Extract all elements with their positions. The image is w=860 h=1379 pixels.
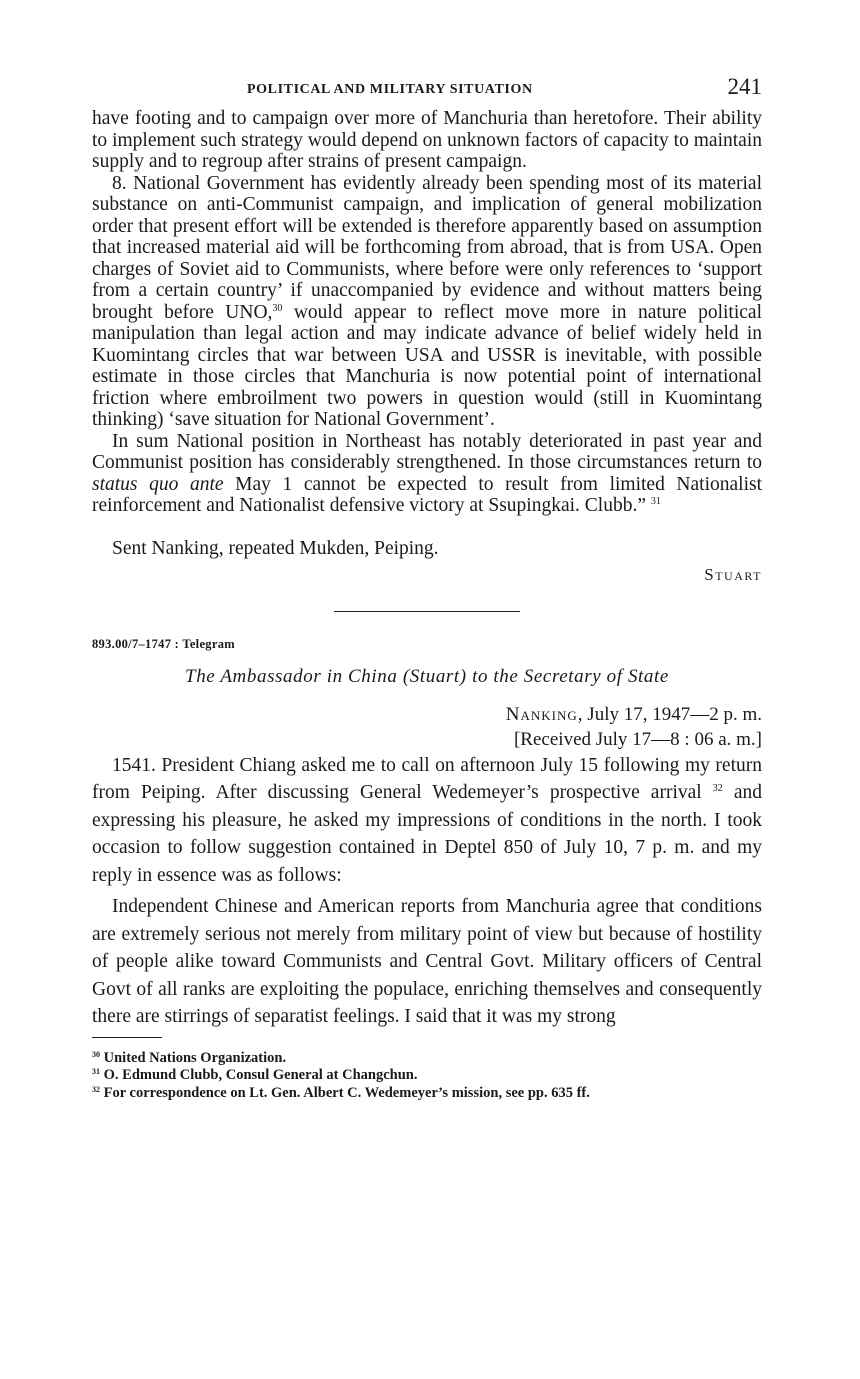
footnotes — [92, 1050, 762, 1103]
running-title: POLITICAL AND MILITARY SITUATION — [247, 82, 533, 97]
date-received: [Received July 17—8 : 06 a. m.] — [513, 728, 762, 750]
footnote: $^{31}$ O. Edmund Clubb, Consul General at Changchun. — [92, 1067, 418, 1083]
dateline — [92, 702, 762, 752]
page-number: 241 — [727, 74, 762, 99]
file-reference: 893.00/7–1747 : Telegram — [92, 636, 235, 651]
paragraph: have footing and to campaign over more of Manchuria than heretofore. Their ability to implement such strategy would depend on unknown factors of capacity to maintain supply and to regroup after strains of present campaign. — [92, 108, 762, 172]
distribution-line: Sent Nanking, repeated Mukden, Peiping. — [112, 537, 439, 559]
footnote-ref: 31 — [650, 496, 661, 507]
telegram-body — [92, 752, 762, 1031]
footnote: $^{30}$ United Nations Organization. — [92, 1049, 287, 1066]
footnote: $^{32}$ For correspondence on Lt. Gen. Albert C. Wedemeyer’s mission, see pp. 635 ff. — [92, 1084, 590, 1101]
paragraph: In sum National position in Northeast has notably deteriorated in past year and Communist position has considerably strengthened. In those circumstances return to status quo ante May 1 cannot be expected to result from limited Nationalist reinforcement and Nationalist defensive victory at Ssupingkai. Clubb.” $^{31}$ — [92, 430, 763, 516]
continued-telegram-text — [92, 108, 762, 517]
running-header — [92, 74, 762, 108]
footnote-divider — [92, 1037, 162, 1038]
italic-phrase: status quo ante — [92, 473, 224, 495]
footnote-ref: 32 — [712, 783, 723, 794]
footnote-ref: 30 — [272, 302, 283, 314]
document-title: The Ambassador in China (Stuart) to the Secretary of State — [185, 665, 669, 687]
paragraph: Independent Chinese and American reports from Manchuria agree that conditions are extremely serious not merely from military point of view but because of hostility of people alike toward Communists and Central Govt. Military officers of Central Govt of all ranks are exploiting the populace, enriching themselves and consequently there are stirrings of separatist feelings. I said that it was my strong — [92, 896, 762, 1027]
date-sent: Nanking, July 17, 1947—2 p. m. — [505, 703, 762, 725]
section-divider — [334, 611, 520, 612]
signature: Stuart — [704, 564, 762, 584]
paragraph: 8. National Government has evidently already been spending most of its material substance on anti-Communist campaign, and implication of general mobilization order that present effort will be extended is therefore apparently based on assumption that increased material aid will be forthcoming from abroad, that is from USA. Open charges of Soviet aid to Communists, where before were only references to ‘support from a certain country’ if unaccompanied by evidence and without matters being brought before UNO,$^{30}$ would appear to reflect move more in nature political manipulation than legal action and may indicate advance of belief widely held in Kuomintang circles that war between USA and USSR is inevitable, with possible estimate in those circles that Manchuria is now potential point of international friction where embroilment two powers in question would (still in Kuomintang thinking) ‘save situation for National Government’. — [92, 172, 762, 430]
document-page — [92, 74, 762, 1102]
paragraph: 1541. President Chiang asked me to call on afternoon July 15 following my return from Peiping. After discussing General Wedemeyer’s prospective arrival $^{32}$ and expressing his pleasure, he asked my impressions of conditions in the north. I took occasion to follow suggestion contained in Deptel 850 of July 10, 7 p. m. and my reply in essence was as follows: — [92, 754, 763, 886]
